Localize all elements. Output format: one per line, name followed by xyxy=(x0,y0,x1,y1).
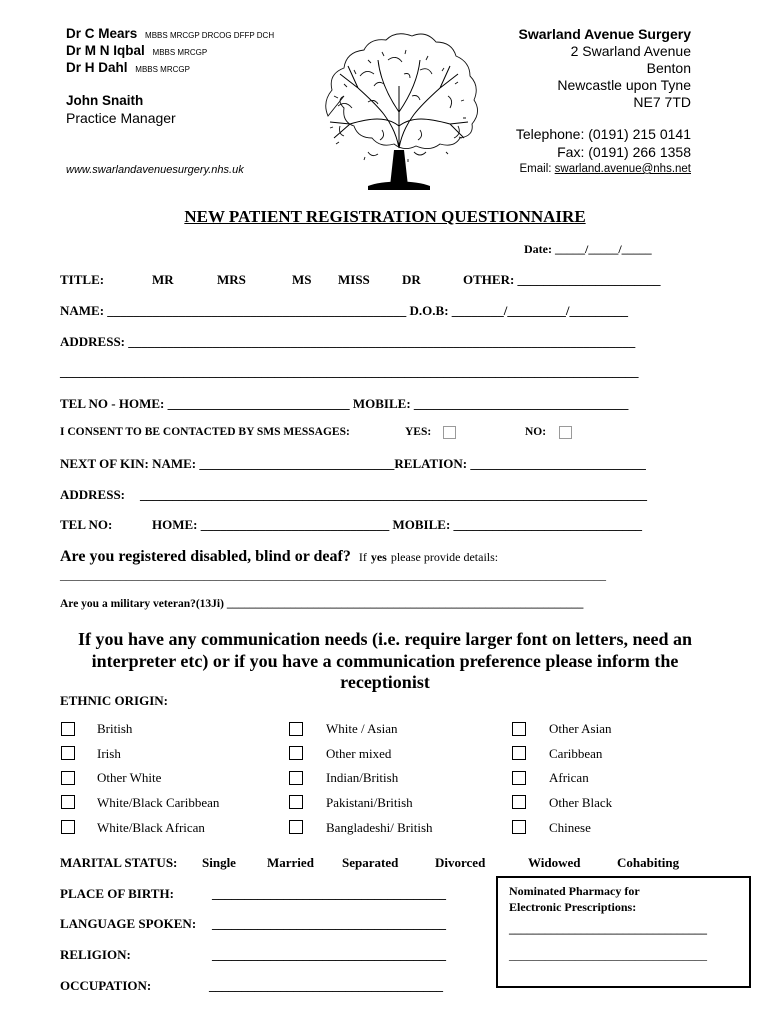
email-link[interactable]: swarland.avenue@nhs.net xyxy=(554,163,691,175)
fax: Fax: (0191) 266 1358 xyxy=(557,144,691,160)
ethnic-option: British xyxy=(97,721,133,736)
place-of-birth-field[interactable]: ____________________________________ xyxy=(212,886,446,901)
ethnic-option: Bangladeshi/ British xyxy=(326,820,433,835)
pharmacy-field-line1[interactable]: _________________________________ xyxy=(509,922,707,936)
address-line: Benton xyxy=(646,60,691,76)
sms-no-label: NO: xyxy=(525,426,547,438)
ethnic-option: Other Asian xyxy=(549,721,612,736)
marital-option-cohabiting[interactable]: Cohabiting xyxy=(617,855,680,870)
email-label: Email: xyxy=(519,163,552,175)
place-of-birth-label: PLACE OF BIRTH: xyxy=(60,886,174,901)
ethnic-checkbox[interactable] xyxy=(512,771,526,785)
ethnic-checkbox[interactable] xyxy=(512,795,526,809)
address-line: NE7 7TD xyxy=(633,94,691,110)
occupation-field[interactable]: ____________________________________ xyxy=(209,978,443,993)
nok-tel-label: TEL NO: xyxy=(60,517,113,532)
ethnic-option: Other White xyxy=(97,770,162,785)
ethnic-option: White/Black Caribbean xyxy=(97,795,220,810)
pharmacy-title-line2: Electronic Prescriptions: xyxy=(509,900,637,914)
ethnic-checkbox[interactable] xyxy=(512,746,526,760)
ethnic-checkbox[interactable] xyxy=(61,746,75,760)
pharmacy-field-line2[interactable]: _________________________________ xyxy=(509,948,707,962)
doctor-qualifications: MBBS MRCGP xyxy=(152,48,208,57)
disabled-if: If xyxy=(358,550,367,564)
website-link[interactable]: www.swarlandavenuesurgery.nhs.uk xyxy=(66,164,244,176)
sms-no-checkbox[interactable] xyxy=(559,426,572,439)
ethnic-checkbox[interactable] xyxy=(289,820,303,834)
address-field[interactable]: ADDRESS: ______________________________________________________________________________ xyxy=(60,334,636,349)
ethnic-option: African xyxy=(549,770,589,785)
religion-field[interactable]: ____________________________________ xyxy=(212,947,446,962)
ethnic-option: Other Black xyxy=(549,795,613,810)
title-label: TITLE: xyxy=(60,272,105,287)
ethnic-option: Indian/British xyxy=(326,770,399,785)
doctor-1 xyxy=(66,26,274,41)
title-other-field[interactable]: OTHER: ______________________ xyxy=(463,272,661,287)
occupation-label: OCCUPATION: xyxy=(60,978,152,993)
doctor-qualifications: MBBS MRCGP xyxy=(135,65,190,74)
marital-status-label: MARITAL STATUS: xyxy=(60,855,178,870)
title-option-miss[interactable]: MISS xyxy=(338,272,370,287)
nok-address-label: ADDRESS: xyxy=(60,487,126,502)
address-line: Newcastle upon Tyne xyxy=(557,77,691,93)
ethnic-option: Chinese xyxy=(549,820,591,835)
ethnic-checkbox[interactable] xyxy=(289,771,303,785)
ethnic-checkbox[interactable] xyxy=(289,746,303,760)
email-row xyxy=(520,163,692,175)
doctor-name: Dr H Dahl xyxy=(66,60,128,75)
ethnic-option: Caribbean xyxy=(549,746,603,761)
ethnic-checkbox[interactable] xyxy=(61,795,75,809)
doctor-3 xyxy=(66,60,190,75)
title-option-mr[interactable]: MR xyxy=(152,272,174,287)
disabled-details: please provide details: xyxy=(390,550,499,564)
doctor-qualifications: MBBS MRCGP DRCOG DFFP DCH xyxy=(145,31,275,40)
doctor-name: Dr C Mears xyxy=(66,26,138,41)
telephone: Telephone: (0191) 215 0141 xyxy=(515,126,691,142)
veteran-field[interactable]: Are you a military veteran?(13Ji) ______________________________________________________________ xyxy=(60,598,584,610)
ethnic-origin-label: ETHNIC ORIGIN: xyxy=(60,693,168,708)
marital-option-widowed[interactable]: Widowed xyxy=(528,855,581,870)
disabled-details-field[interactable]: ___________________________________________________________________________________________ xyxy=(60,568,606,582)
ethnic-option: White/Black African xyxy=(97,820,205,835)
form-title: NEW PATIENT REGISTRATION QUESTIONNAIRE xyxy=(184,207,586,226)
doctor-name: Dr M N Iqbal xyxy=(66,43,145,58)
ethnic-option: Pakistani/British xyxy=(326,795,413,810)
manager-role: Practice Manager xyxy=(66,110,176,126)
sms-yes-label: YES: xyxy=(405,426,432,438)
title-option-dr[interactable]: DR xyxy=(402,272,421,287)
address-field-line2[interactable]: _________________________________________________________________________________________ xyxy=(60,364,639,379)
communication-notice: If you have any communication needs (i.e. require larger font on letters, need an interpreter etc) or if you have a communication preference please inform the receptionist xyxy=(78,629,692,692)
nominated-pharmacy-box xyxy=(496,876,751,988)
disabled-question: Are you registered disabled, blind or deaf? xyxy=(60,548,351,565)
ethnic-option: White / Asian xyxy=(326,721,398,736)
title-option-mrs[interactable]: MRS xyxy=(217,272,246,287)
sms-consent-label: I CONSENT TO BE CONTACTED BY SMS MESSAGES: xyxy=(60,426,350,438)
language-spoken-label: LANGUAGE SPOKEN: xyxy=(60,916,197,931)
marital-option-separated[interactable]: Separated xyxy=(342,855,399,870)
ethnic-checkbox[interactable] xyxy=(289,722,303,736)
marital-option-married[interactable]: Married xyxy=(267,855,314,870)
marital-option-single[interactable]: Single xyxy=(202,855,236,870)
nok-tel-field[interactable]: HOME: _____________________________ MOBILE: _____________________________ xyxy=(152,517,643,532)
language-spoken-field[interactable]: ____________________________________ xyxy=(212,916,446,931)
tel-field[interactable]: TEL NO - HOME: ____________________________ MOBILE: _________________________________ xyxy=(60,396,629,411)
ethnic-option: Irish xyxy=(97,746,121,761)
ethnic-checkbox[interactable] xyxy=(512,820,526,834)
ethnic-option: Other mixed xyxy=(326,746,392,761)
ethnic-checkbox[interactable] xyxy=(61,722,75,736)
name-dob-field[interactable]: NAME: ______________________________________________ D.O.B: ________/_________/_________ xyxy=(60,303,629,318)
nok-address-field[interactable]: ______________________________________________________________________________ xyxy=(140,487,647,502)
sms-yes-checkbox[interactable] xyxy=(443,426,456,439)
religion-label: RELIGION: xyxy=(60,947,131,962)
ethnic-checkbox[interactable] xyxy=(61,771,75,785)
address-line: 2 Swarland Avenue xyxy=(570,43,691,59)
ethnic-checkbox[interactable] xyxy=(512,722,526,736)
marital-option-divorced[interactable]: Divorced xyxy=(435,855,486,870)
disabled-yes: yes xyxy=(370,550,387,564)
surgery-name: Swarland Avenue Surgery xyxy=(518,26,691,42)
pharmacy-title-line1: Nominated Pharmacy for xyxy=(509,884,640,898)
tree-logo xyxy=(308,26,490,194)
ethnic-checkbox[interactable] xyxy=(289,795,303,809)
title-option-ms[interactable]: MS xyxy=(292,272,312,287)
date-field[interactable]: Date: _____/_____/_____ xyxy=(524,242,652,256)
manager-name: John Snaith xyxy=(66,93,144,108)
next-of-kin-field[interactable]: NEXT OF KIN: NAME: ______________________________RELATION: ___________________________ xyxy=(60,456,646,471)
doctor-2 xyxy=(66,43,207,58)
disabled-question-row xyxy=(60,548,498,566)
ethnic-checkbox[interactable] xyxy=(61,820,75,834)
